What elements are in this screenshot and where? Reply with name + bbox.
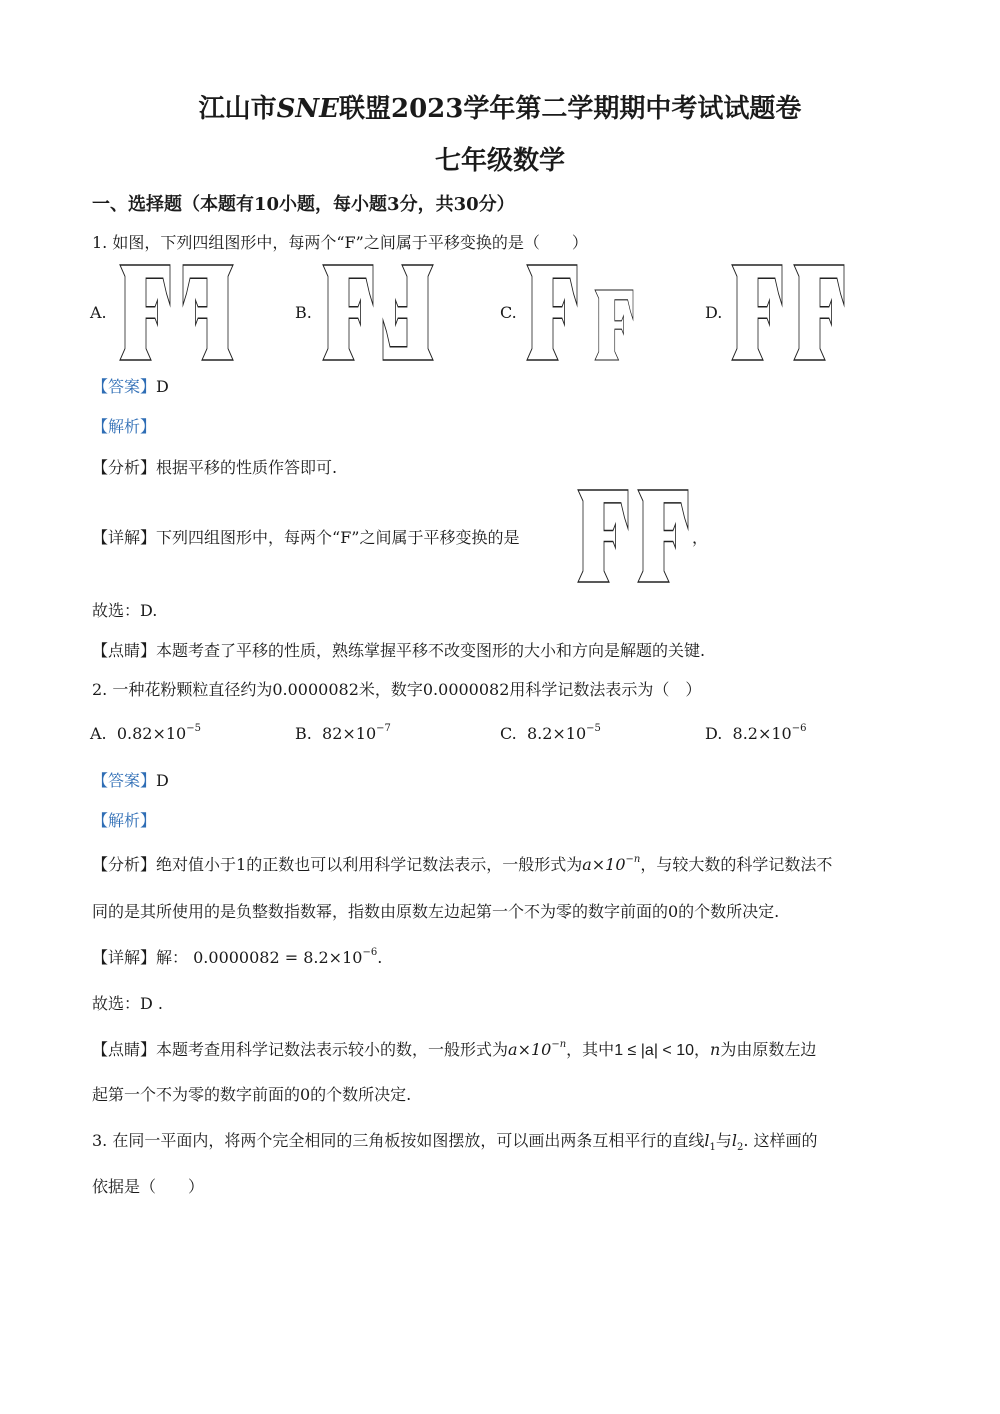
q2-answer: 【答案】D (92, 771, 169, 790)
question-2-stem: 2. 一种花粉颗粒直径约为0.0000082米，数字0.0000082用科学记数法表示为（ ） (92, 680, 702, 699)
question-3-stem-line2: 依据是（ ） (92, 1177, 205, 1196)
q1-jiexi-tag: 【解析】 (92, 417, 157, 436)
q2-detail: 【详解】解： $0.0000082 = 8.2\times 10^{-6}$. (92, 947, 383, 967)
q1-detail-figure (575, 488, 695, 584)
q1-analysis: 【分析】根据平移的性质作答即可. (92, 458, 338, 477)
q2-jiexi-tag: 【解析】 (92, 811, 157, 830)
question-1-stem: 1. 如图，下列四组图形中，每两个“F”之间属于平移变换的是（ ） (92, 233, 588, 252)
q1-option-d-figure (728, 262, 853, 362)
q1-comment: 【点睛】本题考查了平移的性质，熟练掌握平移不改变图形的大小和方向是解题的关键. (92, 641, 706, 660)
q2-option-d: D. $8.2\times 10^{-6}$ (705, 723, 807, 743)
q1-option-a-label: A. (90, 303, 107, 322)
q2-option-b: B. $82\times 10^{-7}$ (295, 723, 391, 743)
q1-option-c-figure (523, 262, 643, 362)
q2-comment-line1: 【点睛】本题考查用科学记数法表示较小的数，一般形式为$a\times 10^{-n}$，其中1 ≤ |a| < 10，n为由原数左边 (92, 1039, 817, 1059)
q1-option-b-figure (318, 262, 443, 362)
exam-subtitle: 七年级数学 (434, 146, 565, 176)
exam-title: 江山市SNE联盟2023学年第二学期期中考试试题卷 (198, 94, 802, 124)
q2-comment-line2: 起第一个不为零的数字前面的0的个数所决定. (92, 1085, 412, 1104)
q1-option-d-label: D. (705, 303, 723, 322)
q2-analysis-line1: 【分析】绝对值小于1的正数也可以利用科学记数法表示，一般形式为$a\times 10^{-n}$，与较大数的科学记数法不 (92, 854, 833, 874)
q1-option-b-label: B. (295, 303, 312, 322)
q2-option-c: C. $8.2\times 10^{-5}$ (500, 723, 601, 743)
q1-answer: 【答案】D (92, 377, 169, 396)
q2-option-a: A. $0.82\times 10^{-5}$ (90, 723, 201, 743)
q1-detail-end: ， (692, 528, 709, 547)
q1-choice: 故选：D. (92, 601, 158, 620)
q1-option-a-figure (115, 262, 240, 362)
q2-choice: 故选：D . (92, 994, 164, 1013)
question-3-stem-line1: 3. 在同一平面内，将两个完全相同的三角板按如图摆放，可以画出两条互相平行的直线$l_1$与$l_2$. 这样画的 (92, 1131, 818, 1154)
q2-analysis-line2: 同的是其所使用的是负整数指数幂，指数由原数左边起第一个不为零的数字前面的0的个数所决定. (92, 902, 780, 921)
q1-option-c-label: C. (500, 303, 517, 322)
q1-detail: 【详解】下列四组图形中，每两个“F”之间属于平移变换的是 (92, 528, 520, 547)
section-heading: 一、选择题（本题有10小题，每小题3分，共30分） (92, 194, 515, 215)
